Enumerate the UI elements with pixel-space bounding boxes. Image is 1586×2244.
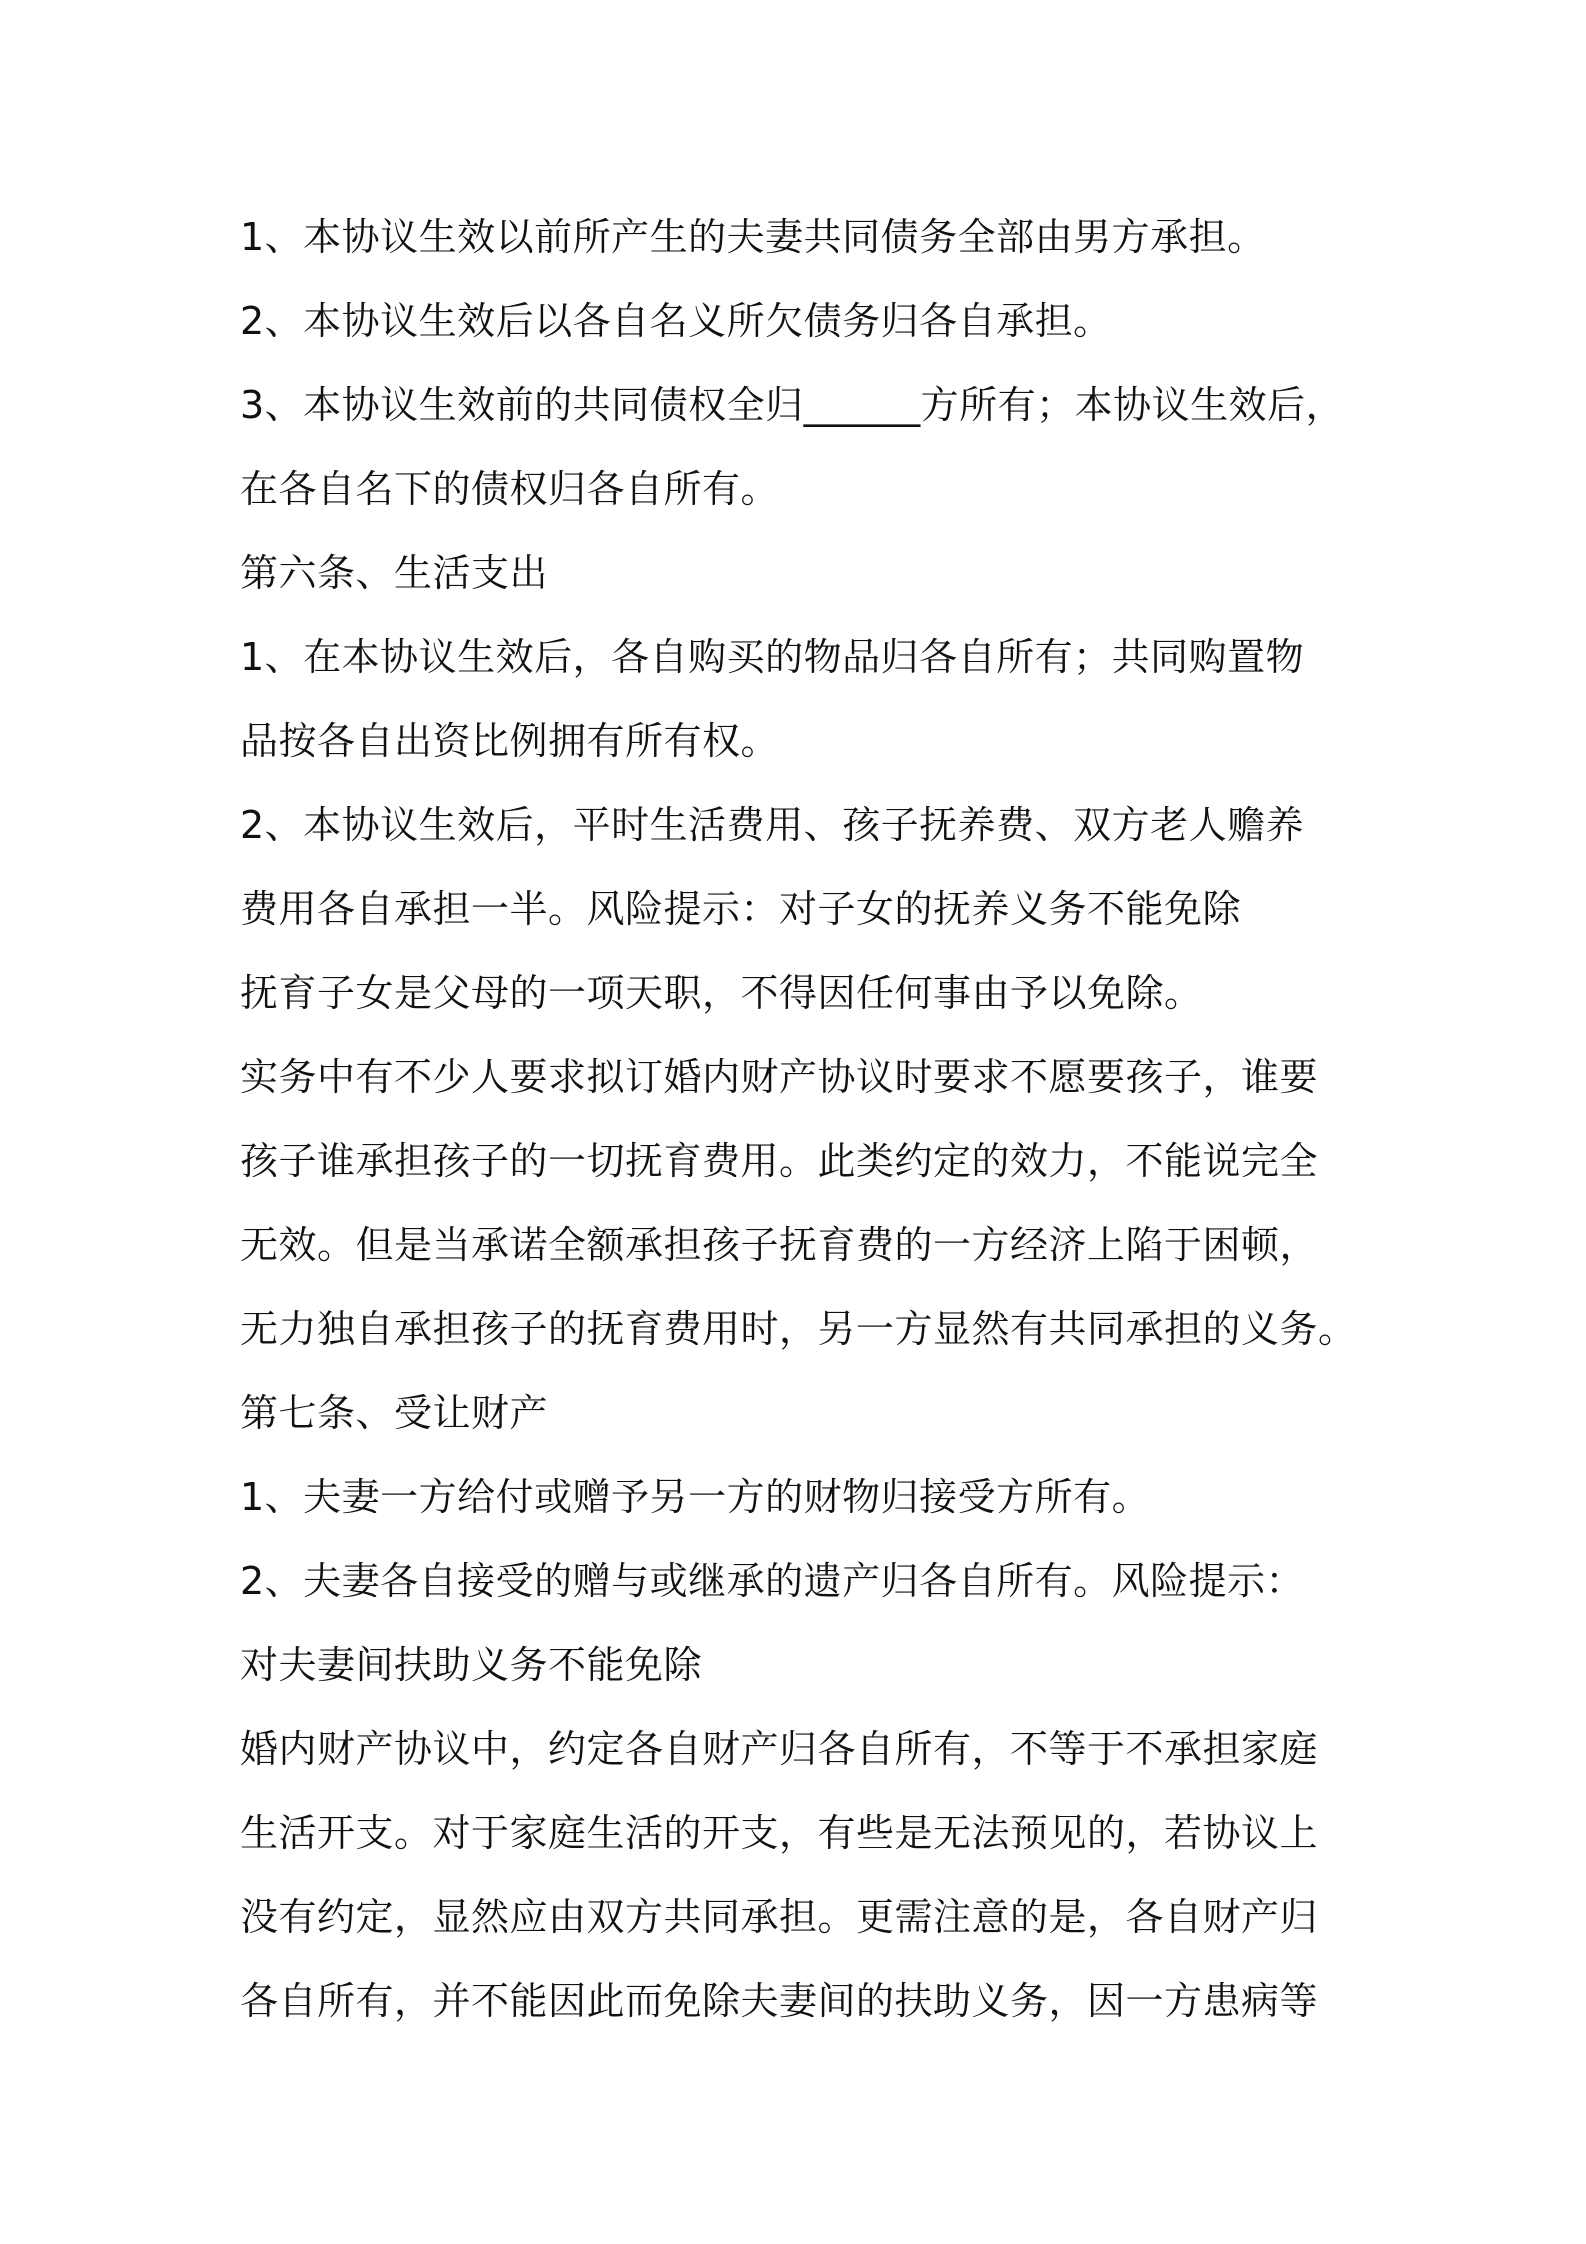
clause-debt-3-cont: 在各自名下的债权归各自所有。 xyxy=(240,467,780,511)
risk-note-child-2: 实务中有不少人要求拟订婚内财产协议时要求不愿要孩子，谁要 xyxy=(240,1055,1319,1099)
clause-living-1-cont: 品按各自出资比例拥有所有权。 xyxy=(240,719,780,763)
clause-debt-3: 3、本协议生效前的共同债权全归______方所有；本协议生效后， xyxy=(240,383,1345,427)
clause-living-2-cont: 费用各自承担一半。风险提示：对子女的抚养义务不能免除 xyxy=(240,887,1242,931)
risk-note-child-3: 孩子谁承担孩子的一切抚育费用。此类约定的效力，不能说完全 xyxy=(240,1139,1319,1183)
risk-note-child-1: 抚育子女是父母的一项天职，不得因任何事由予以免除。 xyxy=(240,971,1203,1015)
clause-debt-2: 2、本协议生效后以各自名义所欠债务归各自承担。 xyxy=(240,299,1112,343)
clause-transfer-1: 1、夫妻一方给付或赠予另一方的财物归接受方所有。 xyxy=(240,1475,1151,1519)
risk-note-support-1: 婚内财产协议中，约定各自财产归各自所有，不等于不承担家庭 xyxy=(240,1727,1319,1771)
risk-note-support-3: 没有约定，显然应由双方共同承担。更需注意的是，各自财产归 xyxy=(240,1895,1319,1939)
clause-debt-1: 1、本协议生效以前所产生的夫妻共同债务全部由男方承担。 xyxy=(240,215,1266,259)
risk-note-support-2: 生活开支。对于家庭生活的开支，有些是无法预见的，若协议上 xyxy=(240,1811,1319,1855)
clause-transfer-2-cont: 对夫妻间扶助义务不能免除 xyxy=(240,1643,703,1687)
clause-transfer-2: 2、夫妻各自接受的赠与或继承的遗产归各自所有。风险提示： xyxy=(240,1559,1305,1603)
clause-living-2: 2、本协议生效后，平时生活费用、孩子抚养费、双方老人赡养 xyxy=(240,803,1305,847)
clause-living-1: 1、在本协议生效后，各自购买的物品归各自所有；共同购置物 xyxy=(240,635,1305,679)
risk-note-support-4: 各自所有，并不能因此而免除夫妻间的扶助义务，因一方患病等 xyxy=(240,1979,1319,2023)
risk-note-child-4: 无效。但是当承诺全额承担孩子抚育费的一方经济上陷于困顿， xyxy=(240,1223,1319,1267)
risk-note-child-5: 无力独自承担孩子的抚育费用时，另一方显然有共同承担的义务。 xyxy=(240,1307,1357,1351)
document-body xyxy=(240,195,1390,2043)
article-7-heading: 第七条、受让财产 xyxy=(240,1391,549,1435)
article-6-heading: 第六条、生活支出 xyxy=(240,551,549,595)
